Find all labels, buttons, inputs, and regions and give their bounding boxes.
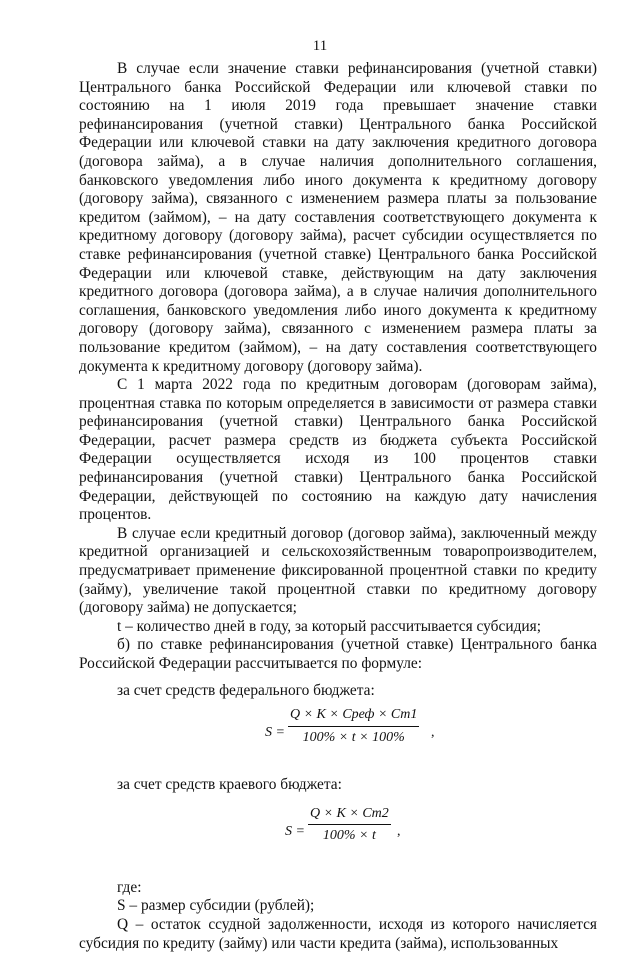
paragraph-fixed-rate-condition: В случае если кредитный договор (договор займа), заключенный между кредитной организацией и сельскохозяйственным товаропроизводителем, предусматривает применение фиксированной процентной ставки по кредиту (займу), увеличение такой процентной ставки по кредитному договору (договору займа) не допускается; xyxy=(79,524,597,617)
formula-regional-fraction xyxy=(308,805,391,846)
paragraph-s-definition: S – размер субсидии (рублей); xyxy=(117,897,315,915)
formula-federal-trail: , xyxy=(431,725,435,741)
formula-federal xyxy=(79,706,597,762)
document-body xyxy=(79,60,597,953)
formula-federal-fraction xyxy=(288,706,419,747)
formula-regional-trail: , xyxy=(397,823,401,839)
label-regional-budget: за счет средств краевого бюджета: xyxy=(117,776,342,794)
formula-regional xyxy=(79,805,597,861)
formula-regional-denominator: 100% × t xyxy=(322,828,376,844)
formula-federal-numerator: Q × K × Cреф × Cт1 xyxy=(288,706,419,727)
page-number: 11 xyxy=(312,38,328,54)
formula-regional-lhs: S = xyxy=(285,823,305,839)
label-federal-budget: за счет средств федерального бюджета: xyxy=(117,681,375,699)
paragraph-b-formula-intro: б) по ставке рефинансирования (учетной ставке) Центрального банка Российской Федерации рассчитывается по формуле: xyxy=(79,636,597,672)
paragraph-t-definition: t – количество дней в году, за который рассчитывается субсидия; xyxy=(117,617,541,635)
paragraph-where: где: xyxy=(117,878,142,896)
paragraph-q-definition: Q – остаток ссудной задолженности, исходя из которого начисляется субсидия по кредиту (займу) или части кредита (займа), использованных xyxy=(79,915,597,952)
paragraph-refinancing-rate-condition: В случае если значение ставки рефинансирования (учетной ставки) Центрального банка Российской Федерации или ключевой ставки по состоянию на 1 июля 2019 года превышает значение ставки рефинансирования (учетной ставки) Центрального банка Российской Федерации или ключевой ставки на дату заключения кредитного договора (договора займа), а в случае наличия дополнительного соглашения, банковского уведомления либо иного документа к кредитному договору (договору займа), связанного с изменением размера платы за пользование кредитом (займом), – на дату составления соответствующего документа к кредитному договору (договору займа), расчет субсидии осуществляется по ставке рефинансирования (учетной ставке) Центрального банка Российской Федерации или ключевой ставке, действующим на дату заключения кредитного договора (договора займа), а в случае наличия дополнительного соглашения, банковского уведомления либо иного документа к кредитному договору (договору займа), связанного с изменением размера платы за пользование кредитом (займом), – на дату составления соответствующего документа к кредитному договору (договору займа). xyxy=(79,60,597,375)
formula-regional-numerator: Q × K × Cт2 xyxy=(308,805,391,826)
formula-federal-denominator: 100% × t × 100% xyxy=(302,729,405,745)
formula-federal-lhs: S = xyxy=(265,725,285,741)
paragraph-march-2022-rule: С 1 марта 2022 года по кредитным договорам (договорам займа), процентная ставка по которым определяется в зависимости от размера ставки рефинансирования (учетной ставки) Центрального банка Российской Федерации, расчет размера средств из бюджета субъекта Российской Федерации осуществляется исходя из 100 процентов ставки рефинансирования (учетной ставки) Центрального банка Российской Федерации, действующей по состоянию на каждую дату начисления процентов. xyxy=(79,376,597,524)
